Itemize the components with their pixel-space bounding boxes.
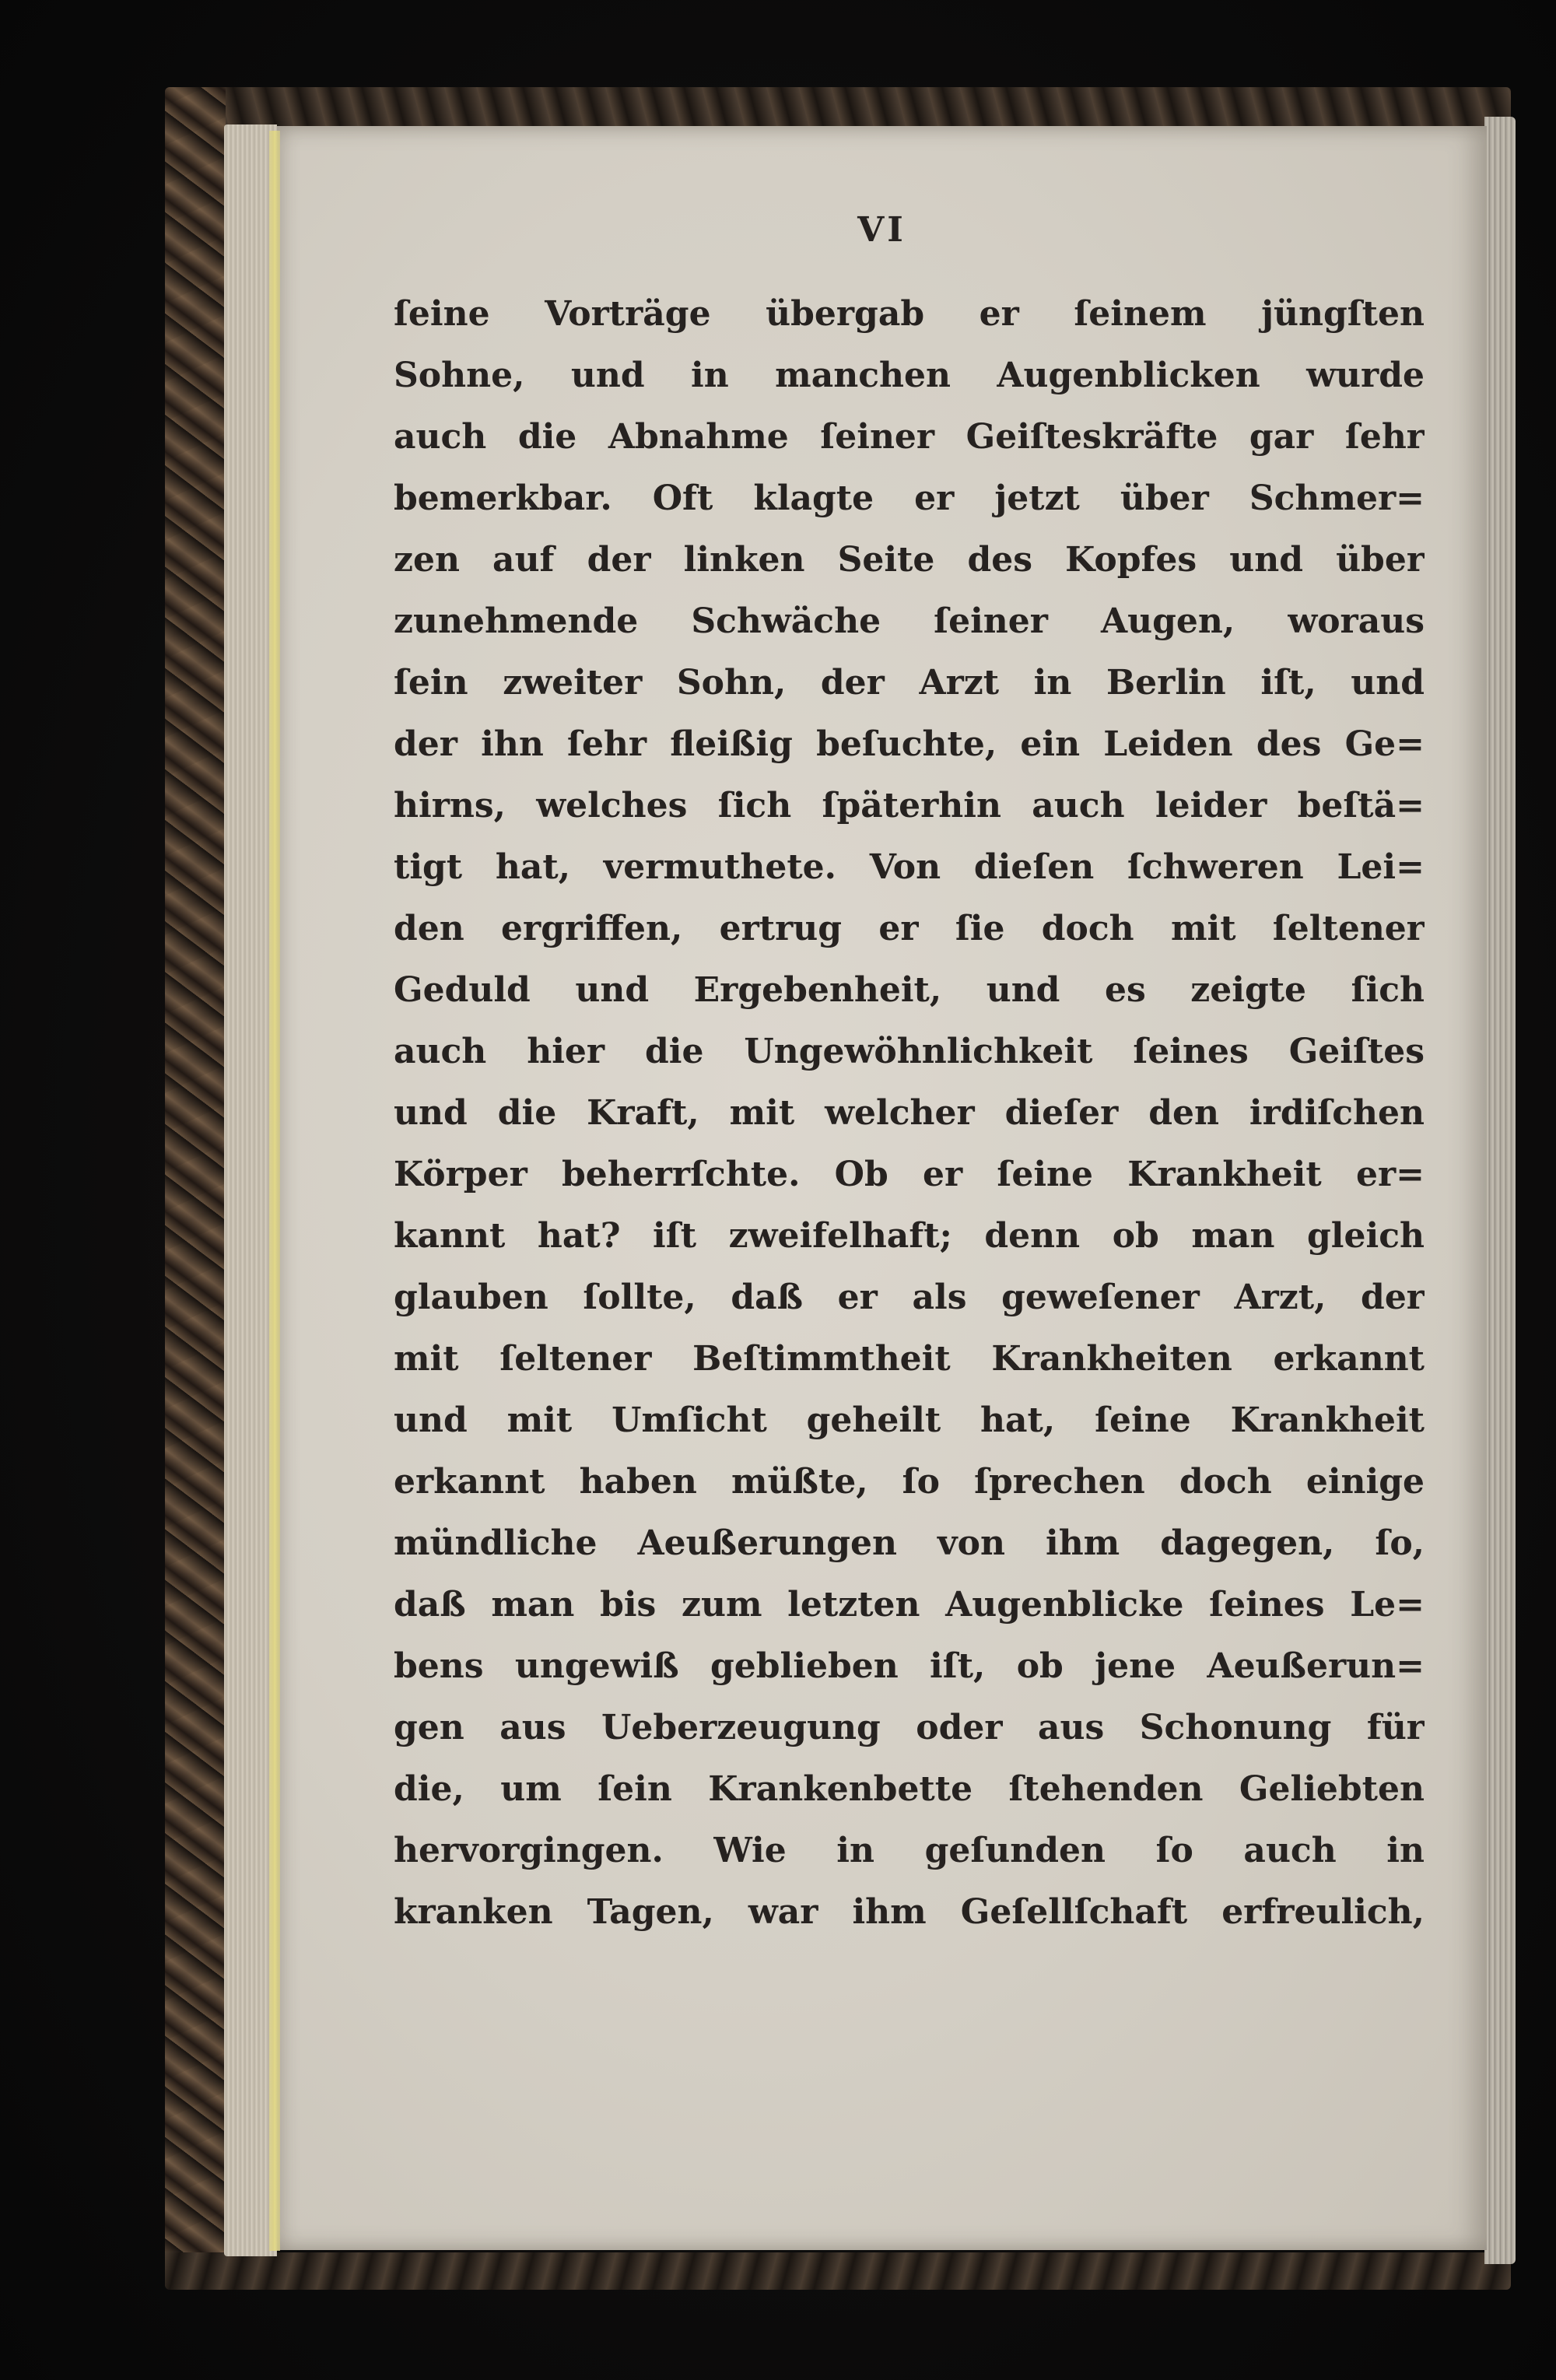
text-line: Körper beherrſchte. Ob er ſeine Krankheit er= [394,1155,1425,1194]
body-text [394,283,1425,1943]
text-line: mündliche Aeußerungen von ihm dagegen, ſo, [394,1523,1425,1563]
text-line: kannt hat? iſt zweifelhaft; denn ob man gleich [394,1216,1425,1256]
text-line: glauben ſollte, daß er als geweſener Arzt, der [394,1278,1425,1317]
marbled-cover-board [165,87,226,2289]
text-line: und mit Umſicht geheilt hat, ſeine Krankheit [394,1400,1425,1440]
book-page [277,126,1487,2250]
text-line: auch die Abnahme ſeiner Geiſteskräfte gar ſehr [394,417,1425,457]
text-line: tigt hat, vermuthete. Von dieſen ſchweren Lei= [394,847,1425,887]
page-number: VI [857,210,906,250]
text-line: Geduld und Ergebenheit, und es zeigte ſich [394,970,1425,1010]
text-line: mit ſeltener Beſtimmtheit Krankheiten erkannt [394,1339,1425,1379]
text-line: kranken Tagen, war ihm Geſellſchaft erfreulich, [394,1892,1425,1932]
text-line: die, um ſein Krankenbette ſtehenden Geliebten [394,1769,1425,1809]
text-line: daß man bis zum letzten Augenblicke ſeines Le= [394,1585,1425,1625]
text-line: ſeine Vorträge übergab er ſeinem jüngſten [394,294,1425,334]
text-line: der ihn ſehr fleißig beſuchte, ein Leiden des Ge= [394,724,1425,764]
gilt-page-edge [269,131,280,2251]
text-line: bemerkbar. Oft klagte er jetzt über Schmer= [394,478,1425,518]
text-line: auch hier die Ungewöhnlichkeit ſeines Geiſtes [394,1032,1425,1071]
text-line: den ergriffen, ertrug er ſie doch mit ſeltener [394,909,1425,948]
text-line: gen aus Ueberzeugung oder aus Schonung für [394,1708,1425,1747]
text-line: Sohne, und in manchen Augenblicken wurde [394,356,1425,395]
text-line: hirns, welches ſich ſpäterhin auch leider beſtä= [394,786,1425,825]
facing-page-edge [1484,117,1516,2264]
text-line: bens ungewiß geblieben iſt, ob jene Aeußerun= [394,1646,1425,1686]
text-line: ſein zweiter Sohn, der Arzt in Berlin iſt, und [394,663,1425,703]
book-cover-top [165,87,1511,128]
text-line: zen auf der linken Seite des Kopfes und über [394,540,1425,580]
text-line: erkannt haben müßte, ſo ſprechen doch einige [394,1462,1425,1502]
text-line: und die Kraft, mit welcher dieſer den irdiſchen [394,1093,1425,1133]
text-line: zunehmende Schwäche ſeiner Augen, woraus [394,601,1425,641]
book-cover-bottom [165,2252,1511,2290]
text-line: hervorgingen. Wie in geſunden ſo auch in [394,1831,1425,1870]
